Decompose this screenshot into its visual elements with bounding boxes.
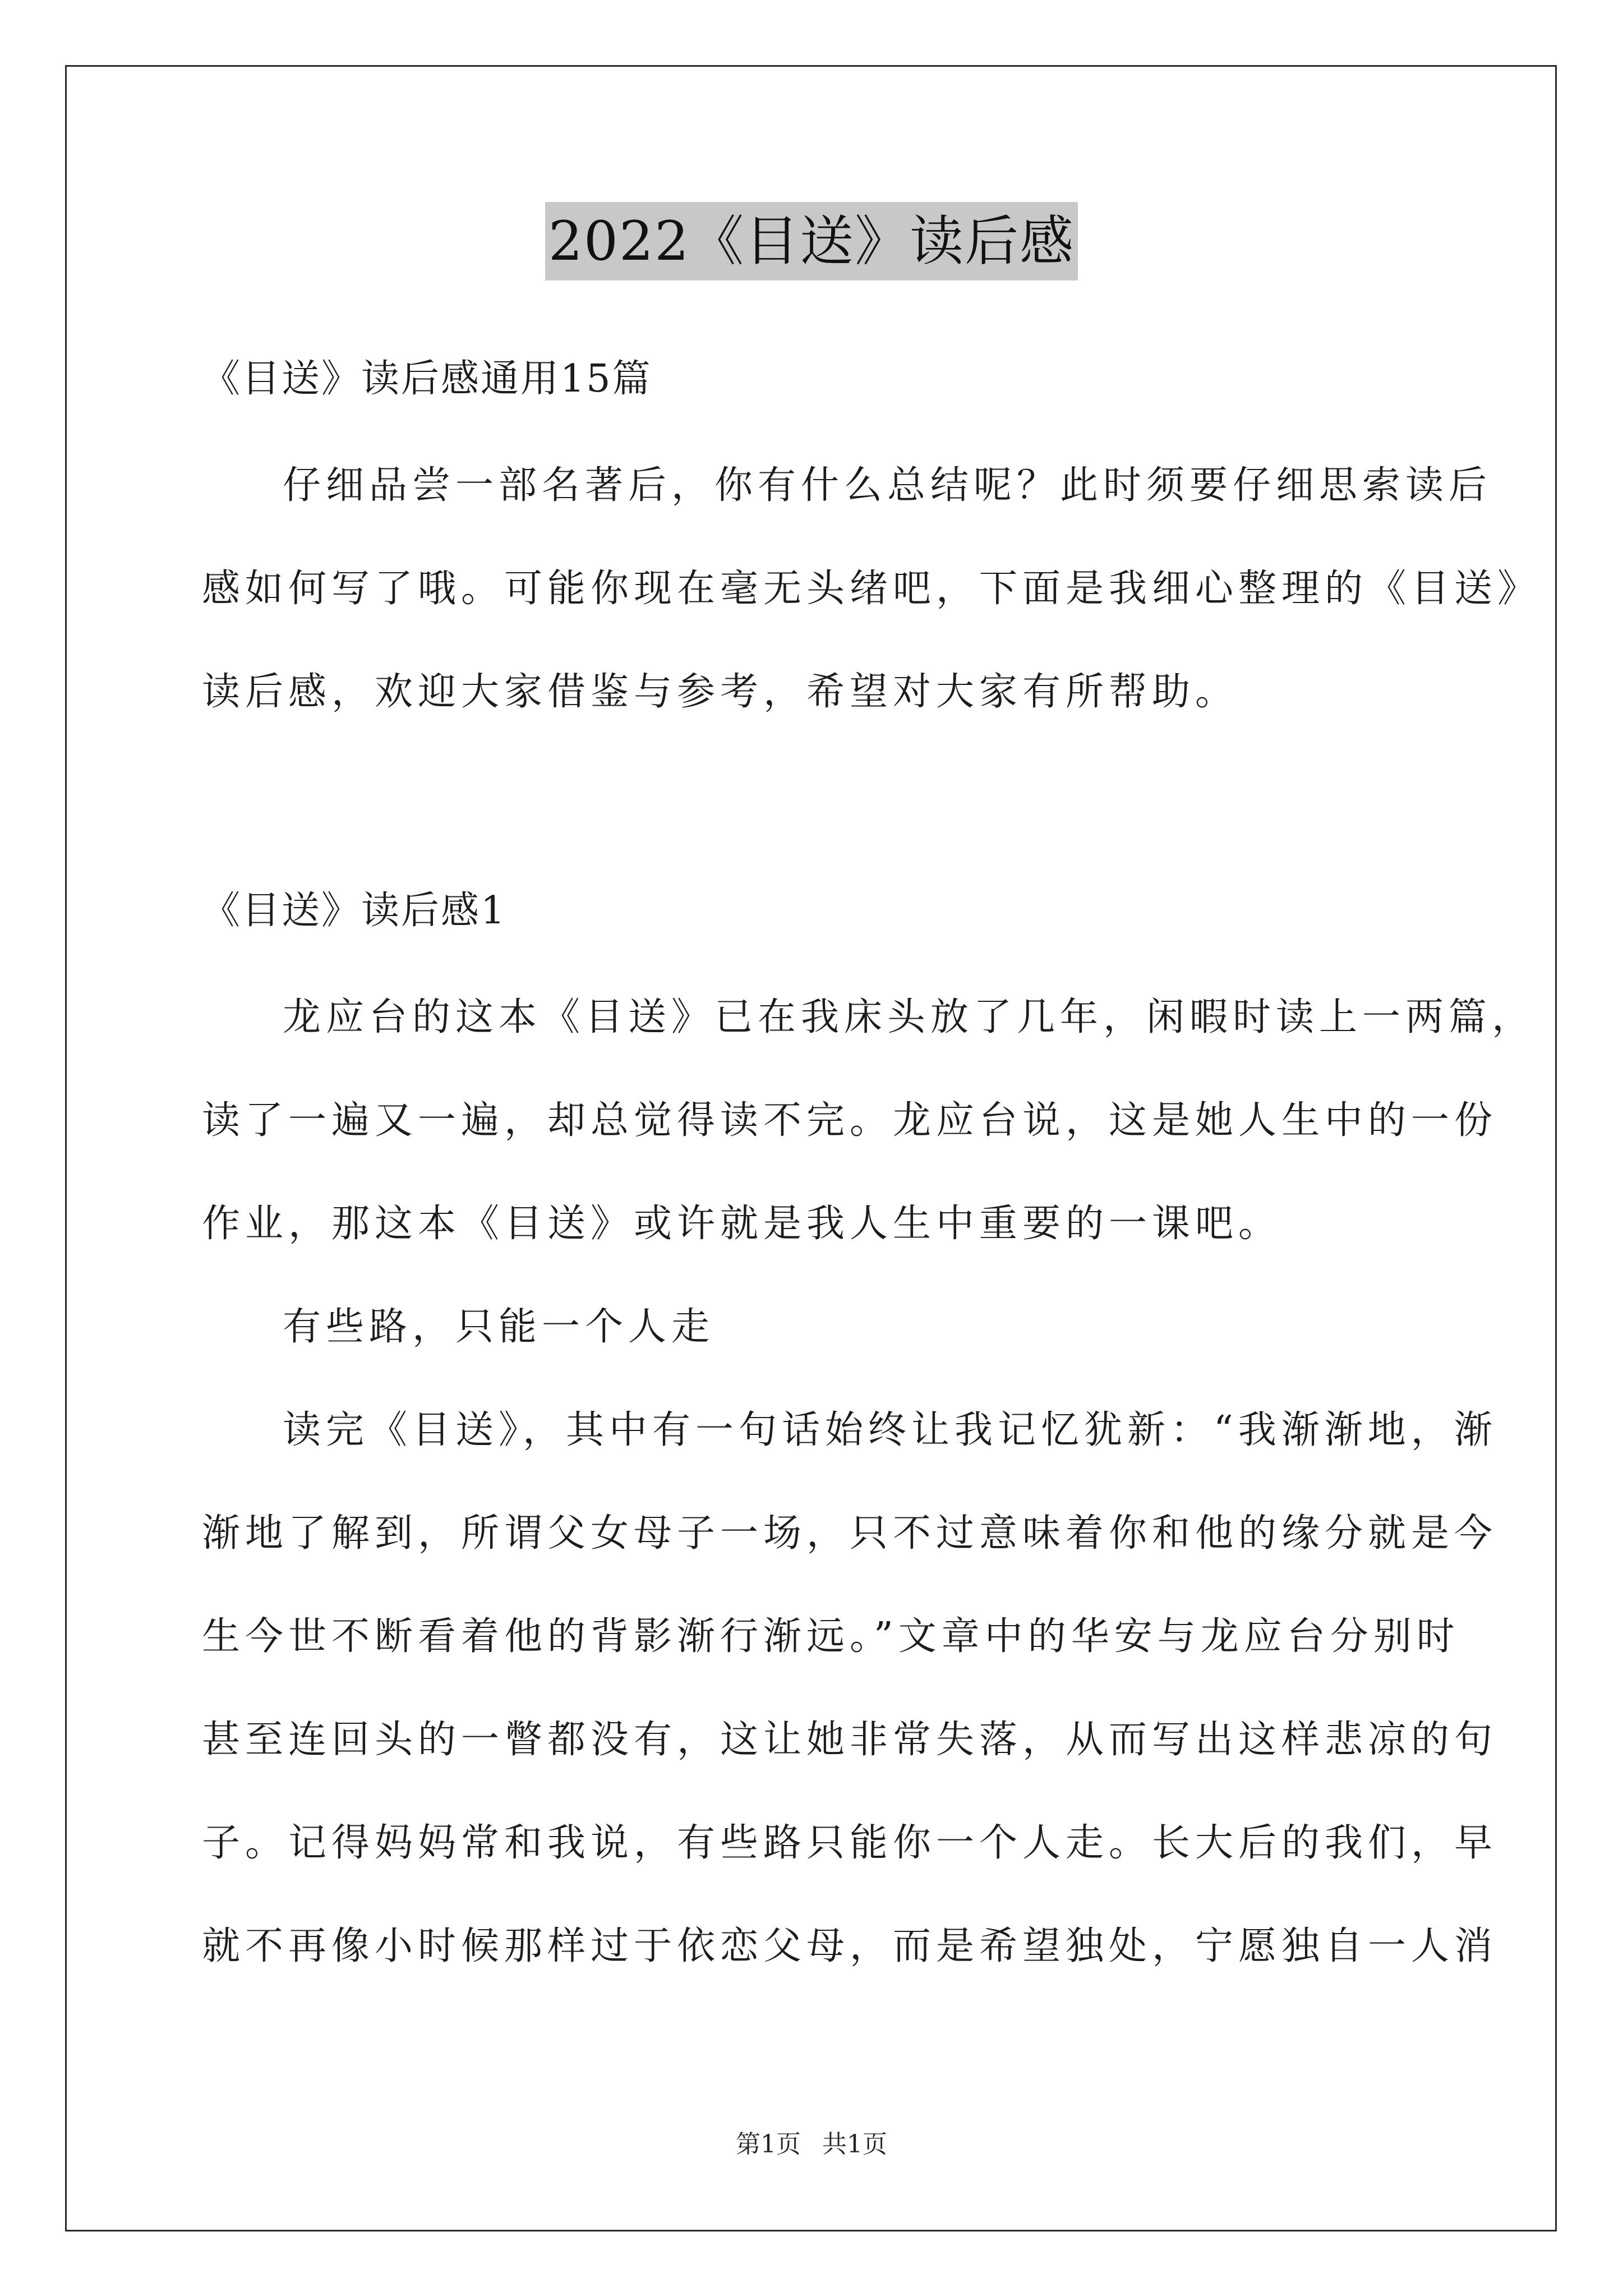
paragraph-line: 生今世不断看着他的背影渐行渐远。”文章中的华安与龙应台分别时 — [202, 1614, 1460, 1659]
paragraph-line: 就不再像小时候那样过于依恋父母，而是希望独处，宁愿独自一人消 — [202, 1924, 1498, 1968]
paragraph-line: 作业，那这本《目送》或许就是我人生中重要的一课吧。 — [202, 1202, 1282, 1246]
paragraph-line: 读完《目送》，其中有一句话始终让我记忆犹新：“我渐渐地，渐 — [283, 1408, 1497, 1452]
intro-line: 仔细品尝一部名著后，你有什么总结呢？此时须要仔细思索读后 — [283, 463, 1492, 508]
intro-line: 读后感，欢迎大家借鉴与参考，希望对大家有所帮助。 — [202, 670, 1239, 714]
document-subtitle: 《目送》读后感通用15篇 — [202, 357, 652, 401]
paragraph-line: 渐地了解到，所谓父女母子一场，只不过意味着你和他的缘分就是今 — [202, 1511, 1498, 1556]
page-number: 第1页 — [736, 2130, 801, 2159]
document-title: 2022《目送》读后感 — [545, 202, 1078, 280]
title-container — [0, 202, 1623, 280]
paragraph-line: 龙应台的这本《目送》已在我床头放了几年，闲暇时读上一两篇， — [283, 995, 1536, 1039]
paragraph-line: 读了一遍又一遍，却总觉得读不完。龙应台说，这是她人生中的一份 — [202, 1098, 1498, 1143]
intro-line: 感如何写了哦。可能你现在毫无头绪吧，下面是我细心整理的《目送》 — [202, 567, 1541, 611]
paragraph-line: 子。记得妈妈常和我说，有些路只能你一个人走。长大后的我们，早 — [202, 1821, 1498, 1865]
page-footer — [0, 2128, 1623, 2161]
paragraph-subheading: 有些路，只能一个人走 — [283, 1305, 715, 1349]
page-total: 共1页 — [822, 2130, 887, 2159]
paragraph-line: 甚至连回头的一瞥都没有，这让她非常失落，从而写出这样悲凉的句 — [202, 1718, 1498, 1762]
section-heading: 《目送》读后感1 — [202, 889, 507, 933]
